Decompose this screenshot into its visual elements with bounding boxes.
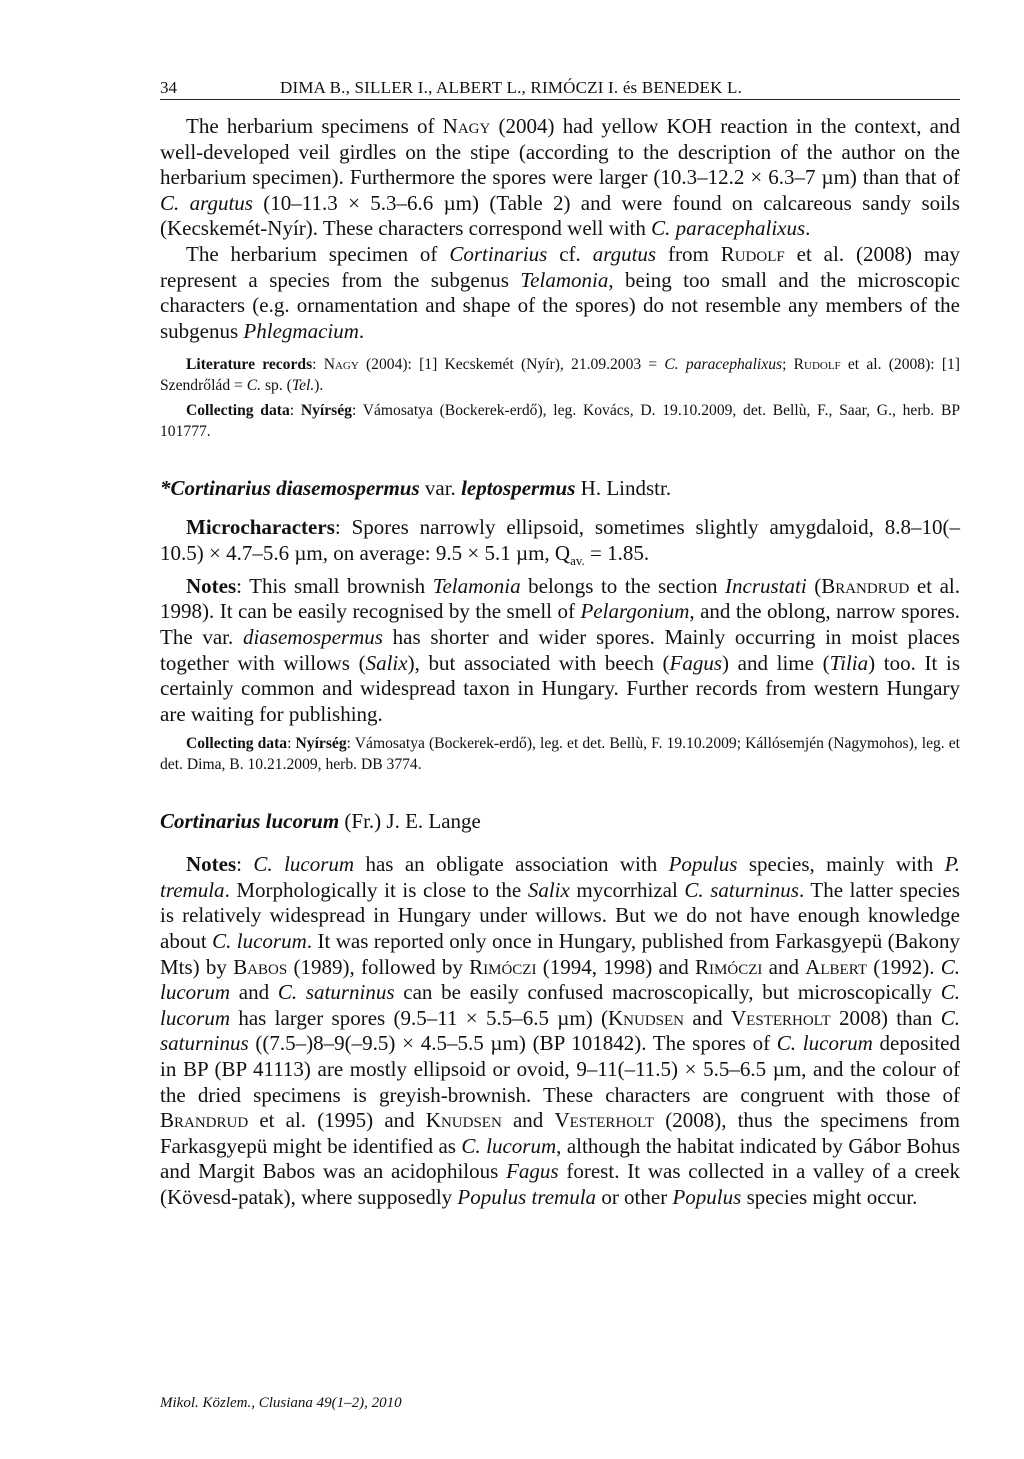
- text: 2008) than: [830, 1005, 941, 1030]
- header-authors: DIMA B., SILLER I., ALBERT L., RIMÓCZI I. és BENEDEK L.: [280, 78, 743, 97]
- text: The herbarium specimens of: [186, 114, 443, 138]
- author-name: Rimóczi: [469, 954, 537, 979]
- taxon-name: argutus: [592, 241, 657, 266]
- notes: [160, 574, 960, 728]
- text: sp. (: [261, 377, 292, 395]
- taxon-name: Tel.: [291, 377, 315, 395]
- taxon-name: C. paracephalixus: [664, 356, 783, 374]
- text: . The latter species is relatively widespread in Hungary under willows. But we do not have enough knowledge about: [160, 877, 960, 954]
- text: var.: [419, 476, 462, 501]
- text: and: [230, 980, 278, 1005]
- taxon-name: P. tremula: [160, 852, 960, 902]
- journal-footer: Mikol. Közlem., Clusiana 49(1–2), 2010: [160, 1395, 402, 1411]
- taxon-name: C. lucorum: [160, 954, 960, 1005]
- taxon-name: Salix: [527, 877, 570, 902]
- taxon-name: Cortinarius lucorum: [160, 809, 340, 834]
- collecting-data: [160, 733, 960, 775]
- text: :: [312, 356, 324, 374]
- taxon-name: C.: [246, 377, 262, 395]
- text: (2008), thus the specimens from Farkasgyepü might be identified as: [160, 1108, 960, 1158]
- taxon-name: Fagus: [506, 1159, 559, 1184]
- text: ((7.5–)8–9(–9.5) × 4.5–5.5 µm) (BP 101842). The spores of: [248, 1031, 777, 1056]
- text: . Morphologically it is close to the: [224, 877, 528, 902]
- subscript: av.: [570, 553, 585, 569]
- species-heading: [160, 476, 960, 501]
- text: .: [805, 216, 811, 241]
- taxon-name: Telamonia: [520, 267, 609, 292]
- label: Microcharacters: [186, 515, 335, 540]
- text: , and the oblong, narrow spores. The var.: [160, 599, 960, 649]
- label: Literature records: [186, 356, 313, 374]
- text: (2004): [1] Kecskemét (Nyír), 21.09.2003 =: [358, 356, 665, 374]
- taxon-name: leptospermus: [461, 476, 576, 501]
- text: (: [806, 573, 822, 598]
- taxon-name: Incrustati: [725, 573, 807, 598]
- text: (1989), followed by: [287, 954, 470, 979]
- text: :: [287, 735, 296, 753]
- text: can be easily confused macroscopically, but microscopically: [394, 980, 941, 1005]
- text: deposited in BP (BP 41113) are mostly ellipsoid or ovoid, 9–11(–11.5) × 5.5–6.5 µm, and the colour of the dried specimens is greyish-brownish. These characters are congruent with those of: [160, 1031, 960, 1107]
- taxon-name: C. argutus: [160, 190, 253, 215]
- author-name: Rudolf: [720, 241, 785, 266]
- species-heading: [160, 809, 960, 834]
- text: species might occur.: [741, 1185, 918, 1209]
- text: ) too. It is certainly common and widespread taxon in Hungary. Further records from western Hungary are waiting for publishing.: [160, 650, 961, 726]
- author-name: Nagy: [442, 114, 491, 138]
- taxon-name: C. saturninus: [684, 877, 799, 902]
- region-name: Nyírség: [300, 402, 352, 420]
- text: = 1.85.: [584, 540, 650, 565]
- author-name: Rimóczi: [695, 954, 763, 979]
- taxon-name: C. saturninus: [160, 1005, 960, 1056]
- label: Collecting data: [186, 402, 290, 420]
- taxon-name: C. lucorum: [212, 929, 307, 954]
- text: (1994, 1998) and: [536, 954, 696, 979]
- author-name: Babos: [233, 954, 288, 979]
- author-name: Albert: [805, 954, 867, 979]
- text: and: [684, 1005, 731, 1030]
- running-header: [160, 78, 960, 100]
- author-citation: (Fr.) J. E. Lange: [339, 809, 481, 834]
- label: Collecting data: [186, 735, 288, 753]
- text: , although the habitat indicated by Gábor Bohus and Margit Babos was an acidophilous: [160, 1133, 961, 1184]
- text: : Vámosatya (Bockerek-erdő), leg. et det. Bellù, F. 19.10.2009; Kállósemjén (Nagymohos), leg. et det. Dima, B. 10.21.2009, herb. DB 3774.: [160, 735, 961, 774]
- author-name: Knudsen: [608, 1005, 685, 1030]
- author-name: Brandrud: [821, 573, 910, 598]
- text: : This small brownish: [236, 573, 433, 598]
- text: or other: [596, 1185, 673, 1209]
- text: et al. (2008) may represent a species from the subgenus: [160, 241, 960, 292]
- text: : Vámosatya (Bockerek-erdő), leg. Kovács, D. 19.10.2009, det. Bellù, F., Saar, G., herb. BP 101777.: [160, 402, 961, 441]
- page-number: 34: [160, 78, 177, 97]
- taxon-name: C. lucorum: [776, 1031, 873, 1056]
- text: and: [501, 1108, 555, 1133]
- author-name: Nagy: [323, 356, 359, 374]
- text: ;: [782, 356, 794, 374]
- label: Notes: [186, 573, 237, 598]
- text: The herbarium specimen of: [186, 241, 450, 266]
- label: Notes: [186, 852, 237, 877]
- text: .: [358, 318, 365, 343]
- region-name: Nyírség: [295, 735, 347, 753]
- text: ) and lime (: [722, 650, 830, 675]
- text: :: [289, 402, 301, 420]
- text: has shorter and wider spores. Mainly occurring in moist places together with willows (: [160, 624, 960, 675]
- text: , being too small and the microscopic characters (e.g. ornamentation and shape of the spores) do not resemble any members of the subgenus: [160, 267, 961, 343]
- taxon-name: Populus tremula: [457, 1185, 597, 1209]
- taxon-name: Tilia: [829, 650, 869, 675]
- text: ), but associated with beech (: [407, 650, 670, 675]
- text: has larger spores (9.5–11 × 5.5–6.5 µm) (: [230, 1005, 609, 1030]
- taxon-name: C. lucorum: [253, 852, 355, 877]
- taxon-name: Telamonia: [432, 573, 521, 598]
- taxon-name: C. saturninus: [277, 980, 395, 1005]
- text: and: [762, 954, 806, 979]
- notes: [160, 852, 960, 1210]
- text: (10–11.3 × 5.3–6.6 µm) (Table 2) and were found on calcareous sandy soils (Kecskemét-Nyír). These characters correspond well with: [160, 190, 960, 241]
- taxon-name: Cortinarius: [449, 241, 548, 266]
- taxon-name: C. lucorum: [461, 1133, 557, 1158]
- taxon-name: C. paracephalixus: [651, 216, 806, 241]
- text: mycorrhizal: [569, 877, 685, 902]
- text: et al. (2008): [1] Szendrőlád =: [160, 356, 960, 395]
- taxon-name: diasemospermus: [242, 624, 383, 649]
- author-citation: H. Lindstr.: [575, 476, 672, 501]
- text: from: [656, 241, 721, 266]
- text: et al. (1995) and: [248, 1108, 426, 1133]
- text: species, mainly with: [737, 852, 945, 877]
- taxon-name: Salix: [365, 650, 408, 675]
- text: :: [236, 852, 254, 877]
- author-name: Vesterholt: [554, 1108, 655, 1133]
- taxon-name: Fagus: [669, 650, 723, 675]
- text: et al. 1998). It can be easily recognised by the smell of: [160, 573, 960, 624]
- taxon-name: *Cortinarius diasemospermus: [160, 476, 420, 501]
- taxon-name: Populus: [668, 852, 738, 877]
- taxon-name: C. lucorum: [160, 980, 960, 1030]
- text: forest. It was collected in a valley of a creek (Kövesd-patak), where supposedly: [160, 1159, 960, 1209]
- text: (1992).: [866, 954, 941, 979]
- text: belongs to the section: [520, 573, 726, 598]
- collecting-data: [160, 400, 960, 442]
- taxon-name: Phlegmacium: [243, 318, 359, 343]
- author-name: Knudsen: [425, 1108, 502, 1133]
- paragraph-herbarium-rudolf: [160, 242, 960, 344]
- literature-records: [160, 354, 960, 396]
- taxon-name: Populus: [672, 1185, 742, 1209]
- author-name: Brandrud: [160, 1108, 249, 1133]
- text: : Spores narrowly ellipsoid, sometimes slightly amygdaloid, 8.8–10(–10.5) × 4.7–5.6 µm, on average: 9.5 × 5.1 µm, Q: [160, 515, 960, 565]
- text: (2004) had yellow KOH reaction in the context, and well-developed veil girdles on the stipe (according to the description of the author on the herbarium specimen). Furthermore the spores were larger (10.3–12.2 × 6.3–7 µm) than that of: [160, 114, 960, 190]
- text: cf.: [547, 241, 593, 266]
- microcharacters: [160, 515, 960, 573]
- text: ).: [314, 377, 324, 395]
- page: [160, 78, 960, 1211]
- author-name: Rudolf: [793, 356, 841, 374]
- text: has an obligate association with: [354, 852, 669, 877]
- paragraph-herbarium-nagy: [160, 114, 960, 242]
- author-name: Vesterholt: [731, 1005, 831, 1030]
- taxon-name: Pelargonium: [580, 599, 690, 624]
- text: . It was reported only once in Hungary, published from Farkasgyepü (Bakony Mts) by: [160, 929, 961, 979]
